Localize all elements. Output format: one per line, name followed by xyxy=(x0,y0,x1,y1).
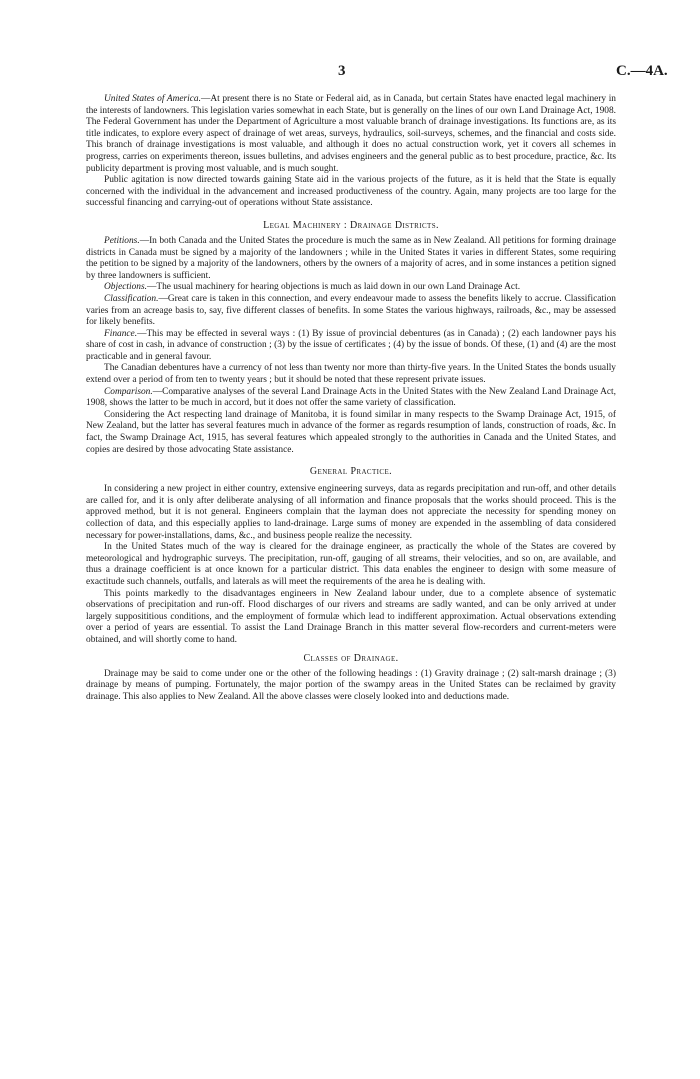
paragraph-text: —Comparative analyses of the several Land Drainage Acts in the United States with the New Zealand Land Drainage Act, 1908, shows the latter to be much in accord, but it does not offer the same variety of classification. xyxy=(86,386,616,409)
paragraph-text: —At present there is no State or Federal aid, as in Canada, but certain States have enacted legal machinery in the interests of landowners. This legislation varies somewhat in each State, but is generally on the lines of our own Land Drainage Act, 1908. The Federal Government has under the Department of Agriculture a most valuable branch of drainage investigations. Its functions are, as its title indicates, to explore every aspect of drainage of wet areas, surveys, hydraulics, soil-surveys, schemes, and the financial and costs side. This branch of drainage investigations is most valuable, and although it does no actual construction work, yet it covers all schemes in progress, carries on experiments thereon, issues bulletins, and advises engineers and the general public as to best procedure, practice, &c. Its publicity department is proving most valuable, and is much sought. xyxy=(86,94,616,174)
paragraph xyxy=(86,94,616,175)
paragraph xyxy=(86,329,616,364)
paragraph-text: Public agitation is now directed towards gaining State aid in the various projects of the future, as it is held that the State is equally concerned with the individual in the advancement and increased productiveness of the country. Again, many projects are too large for the successful financing and carrying-out of operations without State assistance. xyxy=(86,175,616,209)
paragraph-text: —This may be effected in several ways : (1) By issue of provincial debentures (as in Canada) ; (2) each landowner pays his share of cost in cash, in advance of construction ; (3) by the issue of certificates ; (4) by the issue of bonds. Of these, (1) and (4) are the most practicable and in general favour. xyxy=(86,328,616,362)
paragraph-text: —The usual machinery for hearing objections is much as laid down in our own Land Drainage Act. xyxy=(146,282,521,293)
page-body xyxy=(86,94,616,703)
paragraph xyxy=(86,387,616,410)
paragraph xyxy=(86,363,616,386)
paragraph-text: Considering the Act respecting land drainage of Manitoba, it is found similar in many respects to the Swamp Drainage Act, 1915, of New Zealand, but the latter has several features much in advance of the former as regards resumption of lands, construction of roads, &c. In fact, the Swamp Drainage Act, 1915, has several features which appealed strongly to the authorities in Canada and the United States, and copies are desired by those advocating State assistance. xyxy=(86,409,616,455)
paragraph xyxy=(86,410,616,456)
paragraph xyxy=(86,282,616,294)
paragraph xyxy=(86,542,616,588)
paragraph xyxy=(86,669,616,704)
paragraph xyxy=(86,236,616,282)
paragraph xyxy=(86,589,616,647)
paragraph-text: In the United States much of the way is cleared for the drainage engineer, as practically the whole of the States are covered by meteorological and hydrographic surveys. The precipitation, run-off, gauging of all streams, their velocities, and so on, are available, and thus a drainage coefficient is at once known for a particular district. This data enables the engineer to design with some measure of exactitude such channels, outfalls, and laterals as will meet the requirements of the area he is dealing with. xyxy=(86,542,616,587)
paragraph-lead: Petitions. xyxy=(104,235,140,246)
paragraph-text: Drainage may be said to come under one or the other of the following headings : (1) Gravity drainage ; (2) salt-marsh drainage ; (3) drainage by means of pumping. Fortunately, the major portion of the swampy areas in the United States can be reclaimed by gravity drainage. This also applies to New Zealand. All the above classes were closely looked into and deductions made. xyxy=(86,668,616,702)
paragraph-lead: Comparison. xyxy=(104,386,153,397)
paragraph xyxy=(86,294,616,329)
paragraph-text: In considering a new project in either country, extensive engineering surveys, data as regards precipitation and run-off, and other details are called for, and it is only after deliberate analysing of all information and finance proposals that the works should proceed. This is the approved method, but it is not general. Engineers complain that the layman does not appreciate the necessity for spending money on collection of data, and this especially applies to land-drainage. Large sums of money are expended in the assembling of data considered necessary for power-installations, dams, &c., and business people realize the necessity. xyxy=(86,484,616,541)
paragraph-text: The Canadian debentures have a currency of not less than twenty nor more than thirty-five years. In the United States the bonds usually extend over a period of from ten to twenty years ; but it should be noted that these represent private issues. xyxy=(86,363,616,386)
paragraph-text: This points markedly to the disadvantages engineers in New Zealand labour under, due to a complete absence of systematic observations of precipitation and run-off. Flood discharges of our rivers and streams are sadly wanted, and can be only arrived at under largely supposititious conditions, and the employment of formulæ which lead to indifferent approximation. Actual observations extending over a period of years are essential. To assist the Land Drainage Branch in this matter several flow-recorders and current-meters were obtained, and will shortly come to hand. xyxy=(86,588,616,645)
page-number: 3 xyxy=(338,63,346,79)
paragraph xyxy=(86,484,616,542)
paragraph-text: —In both Canada and the United States the procedure is much the same as in New Zealand. All petitions for forming drainage districts in Canada must be signed by a majority of the landowners ; while in the United States it varies in different States, some requiring the petition to be signed by a majority of the landowners, others by the owners of a majority of acres, and in some instances a petition signed by three landowners is sufficient. xyxy=(86,235,616,281)
paragraph-text: —Great care is taken in this connection, and every endeavour made to assess the benefits likely to accrue. Classification varies from an acreage basis to, say, five different classes of benefits. In some States the various highways, railroads, &c., may be assessed for likely benefits. xyxy=(86,293,616,328)
paragraph-lead: Objections. xyxy=(104,282,147,293)
paragraph-lead: United States of America. xyxy=(104,94,201,104)
section-heading-general-practice: General Practice. xyxy=(309,466,393,478)
paragraph-lead: Finance. xyxy=(104,328,138,339)
paragraph xyxy=(86,175,616,210)
section-heading-classes-of-drainage: Classes of Drainage. xyxy=(303,652,399,664)
section-heading-legal-machinery: Legal Machinery : Drainage Districts. xyxy=(263,219,439,231)
document-reference: C.—4A. xyxy=(616,63,668,79)
paragraph-lead: Classification. xyxy=(104,293,159,304)
